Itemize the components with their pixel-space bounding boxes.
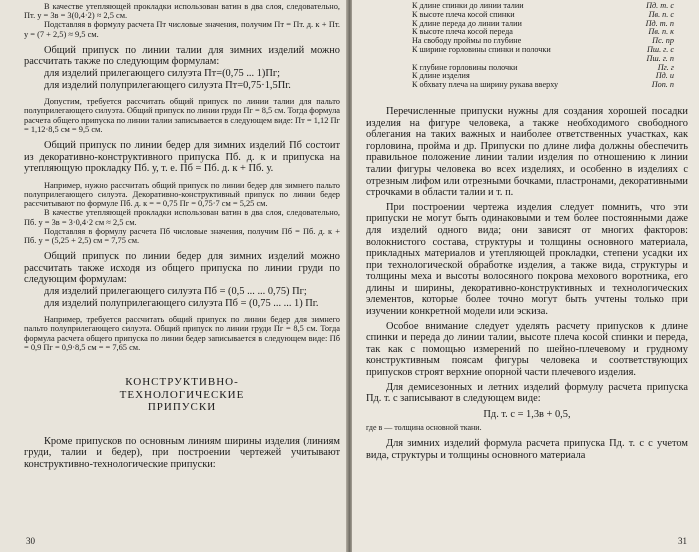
formula-line: для изделий прилегающего силуэта Пб = (0,5 ... ... 0,75) Пг; <box>44 285 307 297</box>
list-item: К глубине горловины полочки Пг. г <box>412 62 674 72</box>
formula-line: для изделий полуприлегающего силуэта Пб = (0,75 ... ... 1) Пг. <box>44 297 319 309</box>
list-item: На свободу проймы по глубине Пс. пр <box>412 36 674 46</box>
paragraph: Кроме припусков по основным линиям ширины изделия (линиям груди, талии и бедер), при построении чертежей учитывают конструктивно-технологические припуски: <box>24 435 340 470</box>
paragraph: В качестве утепляющей прокладки использован ватин в два слоя, следовательно, Пт. у = 3в = 3(0,4·2) ≈ 2,5 см. <box>24 2 340 21</box>
paragraph: В качестве утепляющей прокладки использован ватин в два слоя, следовательно, Пб. у = 3в = 3·0,4·2 см ≈ 2,5 см. <box>24 208 340 227</box>
list-item: К высоте плеча косой переда Пв. п. к <box>412 27 674 37</box>
section-heading: КОНСТРУКТИВНО- ТЕХНОЛОГИЧЕСКИЕ ПРИПУСКИ <box>119 375 245 414</box>
paragraph: Общий припуск по линии бедер для зимних изделий можно рассчитать также исходя из общего припуска по линии груди по следующим формулам: <box>24 251 340 286</box>
paragraph: Подставляя в формулу расчета Пб числовые значения, получим Пб = Пб. д. к + Пб. у = (5,25 + 2,5) см = 7,75 см. <box>24 226 340 245</box>
left-page <box>0 0 348 552</box>
allowance-list <box>366 2 688 90</box>
page-number: 31 <box>678 536 687 546</box>
example-paragraph: Допустим, требуется рассчитать общий припуск по линии талии для пальто полуприлегающего силуэта. Общий припуск по линии груди Пг = 8,5 см. Тогда формула расчета общего припуска по линии талии записывается в следующем виде: Пт = 1,12 Пг = 1,12·8,5 см = 9,5 см. <box>24 97 340 134</box>
list-item: К обхвату плеча на ширину рукава вверху Поп. п <box>412 80 674 90</box>
paragraph: Перечисленные припуски нужны для создания хорошей посадки изделия на фигуре человека, а также необходимого свободного облегания на таких важных и наиболее ответственных участках, как горловина, пройма и др. Припуски по длине лифа должны обеспечить правильное положение линии талии изделия по отношению к линии талии фигуры человека во всех изделиях, и особенно в изделиях с отрезным лифом или отрезными бочками, пластронами, декоративными строчками в области талии и т. п. <box>366 105 688 199</box>
left-column <box>24 2 340 471</box>
formula-note: где в — толщина основной ткани. <box>366 423 482 433</box>
example-paragraph: Например, нужно рассчитать общий припуск по линии бедер для зимнего пальто полуприлегающего силуэта. Декоративно-конструктивный припуск по линии бедер рассчитывают по формуле Пб. д. к = = 0,75 Пг = 0,75·7 см = 5,25 см. <box>24 180 340 209</box>
paragraph: При построении чертежа изделия следует помнить, что эти припуски не могут быть одинаковыми и тем более постоянными даже для изделий одного вида; они зависят от многих факторов: волокнистого состава, структуры и толщины основного материала, прикладных материалов и утепляющей прокладки, степени усадки их при технологической обработке изделия, а также вида, структуры и толщины меха и высоты волосяного покрова мехового воротника, его длины и ширины, декоративно-конструктивных и технологических элементов, которые более точно могут быть учтены только при изучении конкретной модели или эскиза. <box>366 201 688 318</box>
paragraph: Для зимних изделий формула расчета припуска Пд. т. с с учетом вида, структуры и толщины основного материала <box>366 438 688 461</box>
right-column <box>366 2 688 462</box>
list-item: К высоте плеча косой спинки Пв. п. с <box>412 9 674 19</box>
paragraph: Для демисезонных и летних изделий формулу расчета припуска Пд. т. с записывают в следующем виде: <box>366 381 688 405</box>
paragraph: Общий припуск по линии бедер для зимних изделий Пб состоит из декоративно-конструктивного припуска Пб. д. к и припуска на утепляющую прокладку Пб. у, т. е. Пб = Пб. д. к + Пб. у. <box>24 140 340 175</box>
list-item: К длине переда до линии талии Пд. т. п <box>412 18 674 28</box>
formula-line: для изделий прилегающего силуэта Пт=(0,75 ... 1)Пг; <box>44 68 281 79</box>
paragraph: Общий припуск по линии талии для зимних изделий можно рассчитать также по следующим формулам: <box>24 44 340 68</box>
page-number: 30 <box>26 536 35 546</box>
paragraph: Подставляя в формулу расчета Пт числовые значения, получим Пт = Пт. д. к + Пт. у = (7 + 2,5) ≈ 9,5 см. <box>24 20 340 39</box>
example-paragraph: Например, требуется рассчитать общий припуск по линии бедер для зимнего пальто полуприлегающего силуэта. Общий припуск по линии груди Пг = 8,5 см. Тогда формула расчета общего припуска по линии бедер записывается в следующем виде: Пб = 0,9 Пг = 0,9·8,5 см = = 7,65 см. <box>24 315 340 352</box>
list-item: К длине изделия Пд. и <box>412 71 674 81</box>
right-page <box>352 0 699 552</box>
list-item: Пш. г. п <box>646 53 674 63</box>
paragraph: Особое внимание следует уделять расчету припусков к длине спинки и переда до линии талии, высоте плеча косой спинки и переда, так как с помощью измерений по шейно-плечевому и грудному конструктивным поясам фигуры человека и соответствующих припусков строят верхние опорной части плечевого изделия. <box>366 320 688 379</box>
formula-line: для изделий полуприлегающего силуэта Пт=0,75·1,5Пг. <box>44 79 291 91</box>
list-item: К ширине горловины спинки и полочки Пш. г. с <box>412 44 674 54</box>
list-item: К длине спинки до линии талии Пд. т. с <box>412 1 674 10</box>
formula: Пд. т. с = 1,3в + 0,5, <box>483 408 571 420</box>
